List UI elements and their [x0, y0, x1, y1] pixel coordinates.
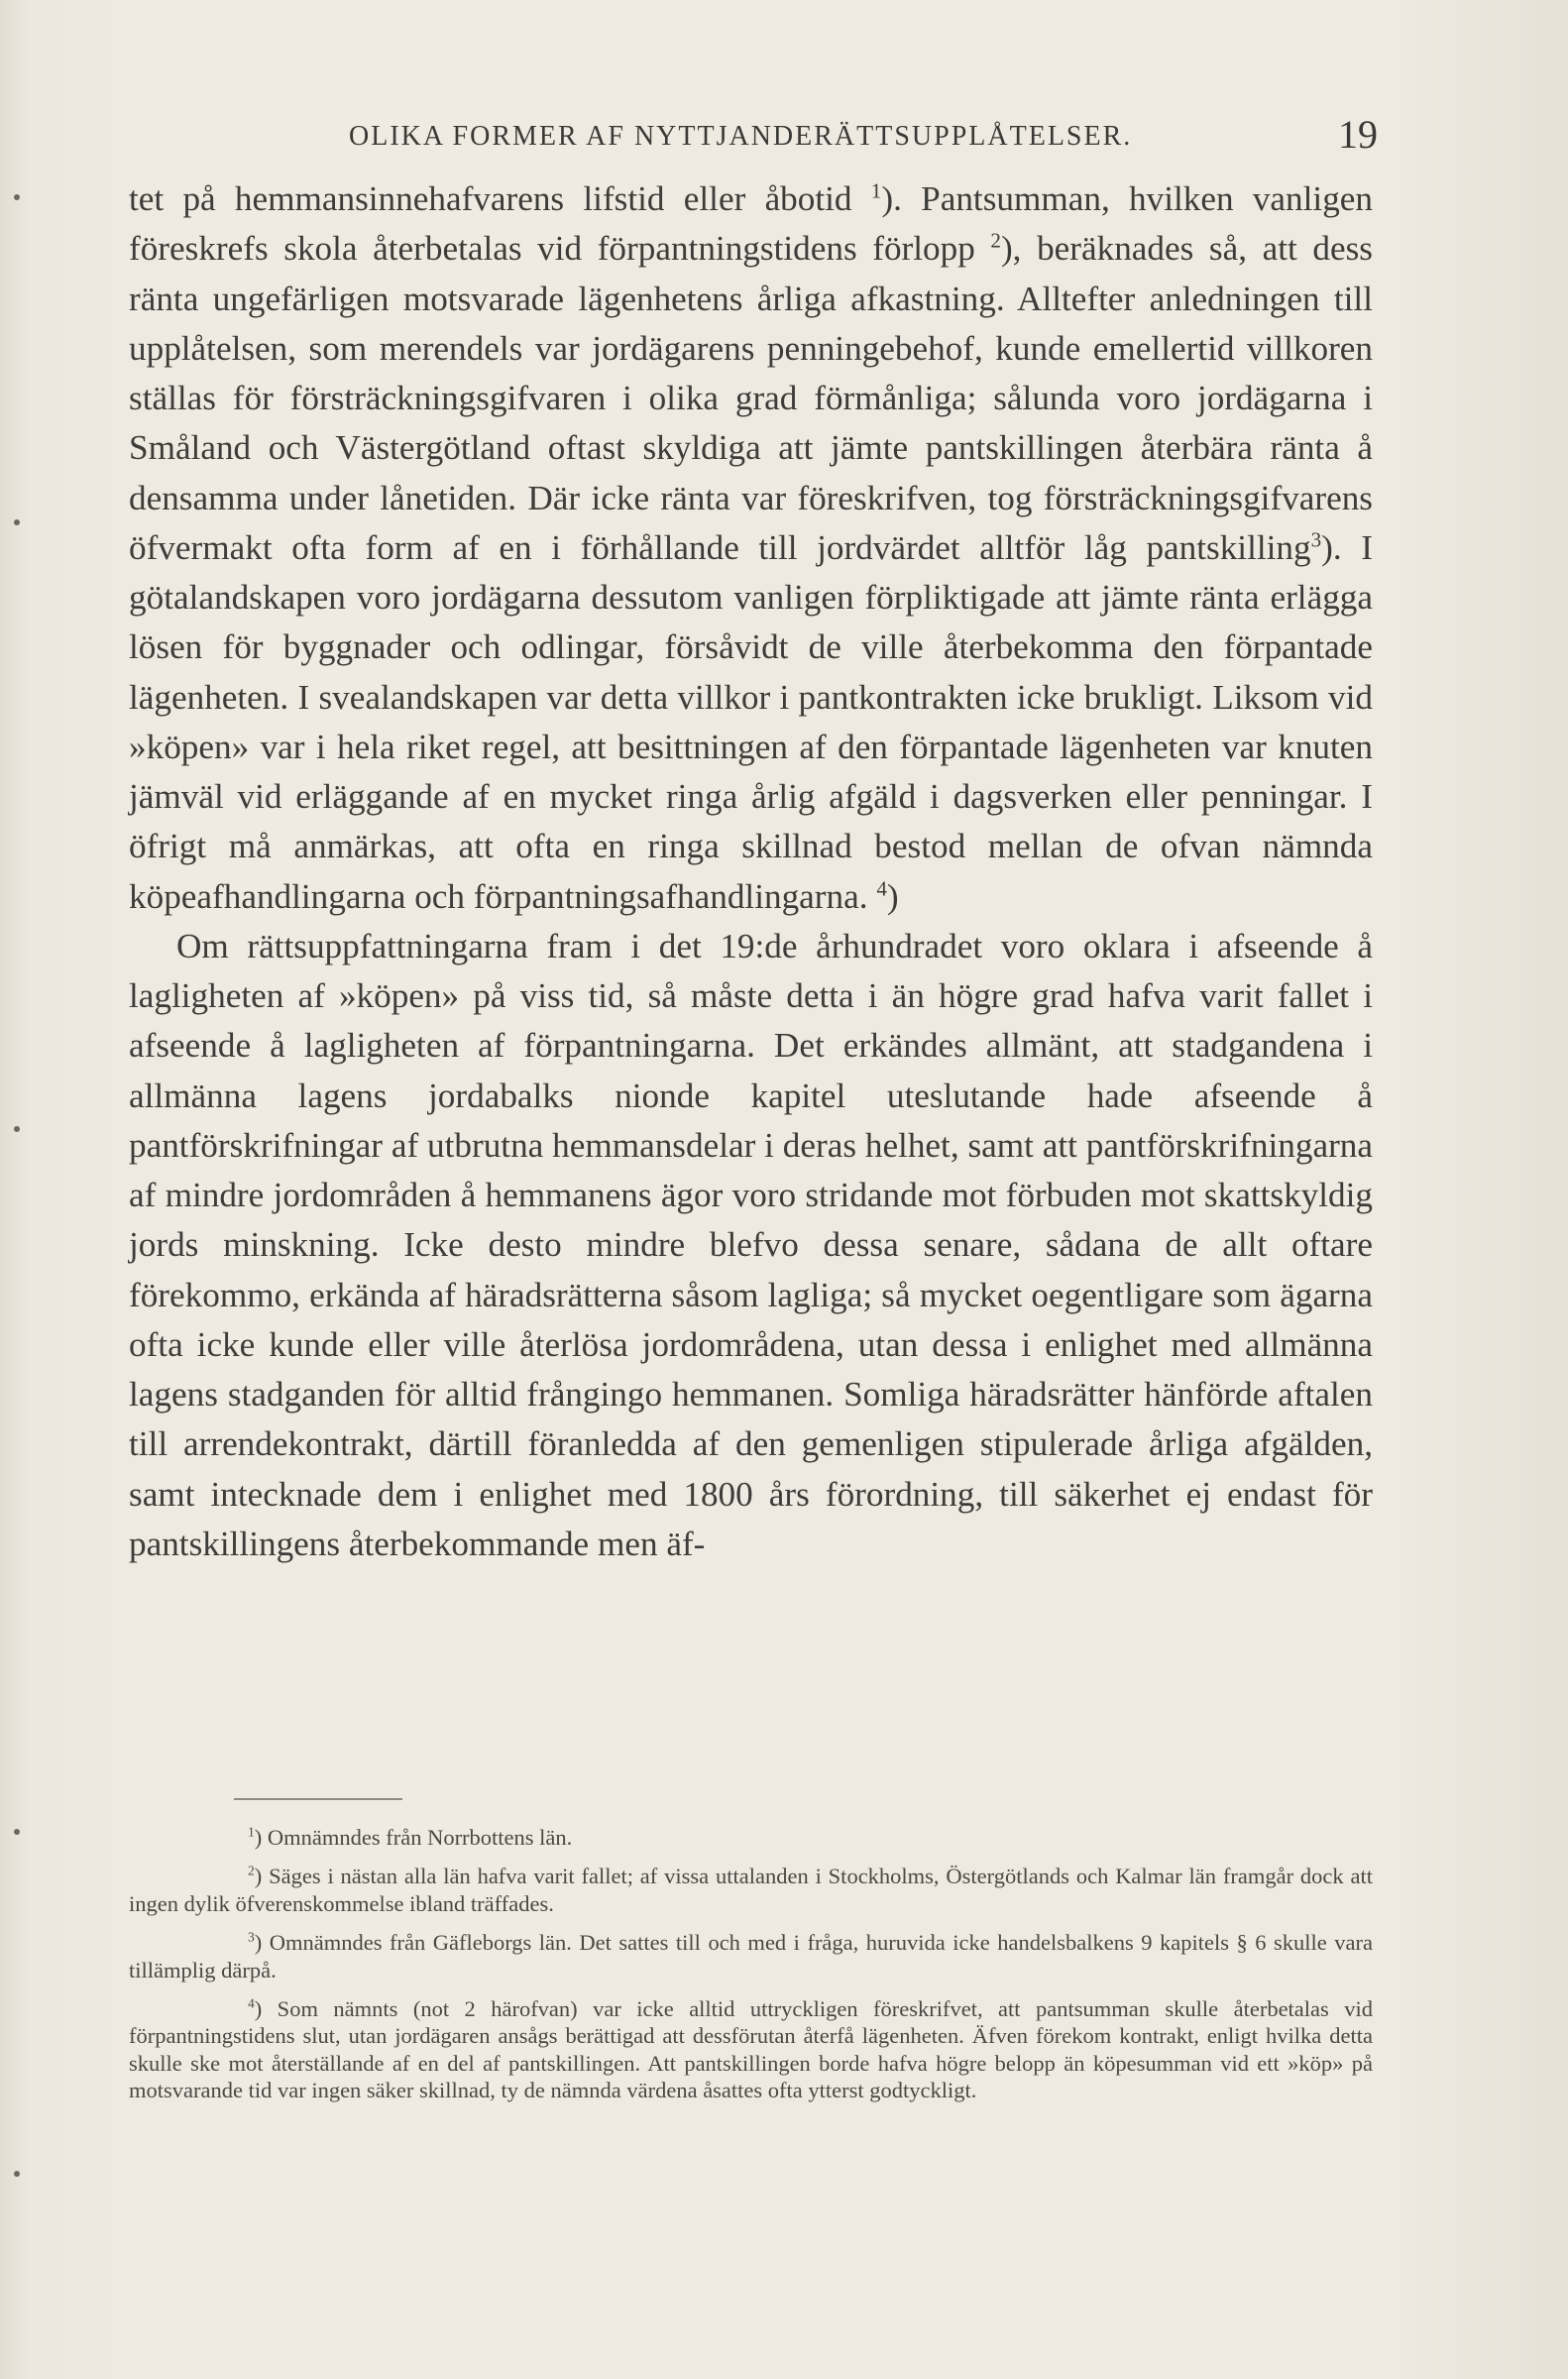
page-header: [349, 111, 1378, 161]
margin-speck: [14, 1829, 20, 1835]
running-title: OLIKA FORMER AF NYTTJANDERÄTTSUPPLÅTELSER.: [349, 121, 1133, 152]
footnote-ref: 2: [990, 228, 1001, 253]
footnote-text: ) Som nämnts (not 2 härofvan) var icke alltid uttryckligen föreskrifvet, att pantsumman skulle återbetalas vid förpantningstidens slut, utan jordägaren ansågs berättigad att dessförutan återfå lägenheten. Äfven förekom kontrakt, enligt hvilka detta skulle ske mot återställande af en del af pantskillingen. Att pantskillingen borde hafva högre belopp än köpesumman vid ett »köp» på motsvarande tid var ingen säker skillnad, ty de nämnda värdena åsattes ofta ytterst godtyckligt.: [129, 1996, 1373, 2103]
paragraph-2: Om rättsuppfattningarna fram i det 19:de århundradet voro oklara i afseende å lagligheten af »köpen» på viss tid, så måste detta i än högre grad hafva varit fallet i afseende å lagligheten af förpantningarna. Det erkändes allmänt, att stadgandena i allmänna lagens jordabalks nionde kapitel uteslutande hade afseende å pantförskrifningar af utbrutna hemmansdelar i deras helhet, samt att pantförskrifningarna af mindre jordområden å hemmanens ägor voro stridande mot förbuden mot skattskyldig jords minskning. Icke desto mindre blefvo dessa senare, sådana de allt oftare förekommo, erkända af häradsrätterna såsom lagliga; så mycket oegentligare som ägarna ofta icke kunde eller ville återlösa jordområdena, utan dessa i enlighet med allmänna lagens stadganden för alltid frångingo hemmanen. Somliga häradsrätter hänförde aftalen till arrendekontrakt, därtill föranledda af den gemenligen stipulerade årliga afgälden, samt intecknade dem i enlighet med 1800 års förordning, till säkerhet ej endast för pantskillingens återbekommande men äf-: [129, 926, 1373, 1563]
footnotes: [129, 1824, 1373, 2116]
margin-speck: [14, 194, 20, 200]
footnote-text: ) Omnämndes från Gäfleborgs län. Det sattes till och med i fråga, huruvida icke handelsbalkens 9 kapitels § 6 skulle vara tillämplig därpå.: [129, 1930, 1373, 1982]
footnote-rule: [234, 1798, 402, 1800]
paragraph-1-part: ), beräknades så, att dess ränta ungefärligen motsvarade lägenhetens årliga afkastning. Alltefter anledningen till upplåtelsen, som merendels var jordägarens penningebehof, kunde emellertid villkoren ställas för försträckningsgifvaren i olika grad förmånliga; sålunda voro jordägarna i Småland och Västergötland oftast skyldiga att jämte pantskillingen återbära ränta å densamma under lånetiden. Där icke ränta var föreskrifven, tog försträckningsgifvarens öfvermakt ofta form af en i förhållande till jordvärdet alltför låg pantskilling: [129, 229, 1373, 567]
footnote-text: ) Omnämndes från Norrbottens län.: [254, 1825, 573, 1850]
page-number: 19: [1338, 112, 1378, 157]
paragraph-1-part: ): [886, 876, 899, 916]
footnote-mark: 3: [248, 1929, 255, 1945]
paragraph-1-part: ). Pantsumman, hvilken vanligen föreskrefs skola återbetalas vid förpantningstidens förlopp: [129, 179, 1373, 269]
margin-speck: [14, 519, 20, 525]
body-text: [129, 174, 1373, 1569]
footnote-mark: 1: [248, 1824, 255, 1840]
margin-speck: [14, 2171, 20, 2177]
margin-speck: [14, 1126, 20, 1132]
paragraph-1-part: ). I götalandskapen voro jordägarna dessutom vanligen förpliktigade att jämte ränta erlägga lösen för byggnader och odlingar, försåvidt de ville återbekomma den förpantade lägenheten. I svealandskapen var detta villkor i pantkontrakten icke brukligt. Liksom vid »köpen» var i hela riket regel, att besittningen af den förpantade lägenheten var knuten jämväl vid erläggande af en mycket ringa årlig afgäld i dagsverken eller penningar. I öfrigt må anmärkas, att ofta en ringa skillnad bestod mellan de ofvan nämnda köpeafhandlingarna och förpantningsafhandlingarna.: [129, 527, 1373, 916]
footnote-ref: 3: [1310, 527, 1322, 552]
footnote: [129, 1995, 1373, 2104]
footnote: [129, 1863, 1373, 1917]
footnote: [129, 1929, 1373, 1983]
footnote-mark: 2: [248, 1863, 255, 1878]
paragraph-1: [129, 174, 1373, 922]
footnote: [129, 1824, 1373, 1851]
footnote-mark: 4: [248, 1995, 255, 2011]
footnote-ref: 1: [870, 178, 882, 203]
footnote-text: ) Säges i nästan alla län hafva varit fallet; af vissa uttalanden i Stockholms, Östergötlands och Kalmar län framgår dock att ingen dylik öfverenskommelse ibland träffades.: [129, 1864, 1373, 1916]
paragraph-1-part: tet på hemmansinnehafvarens lifstid eller åbotid: [129, 179, 871, 218]
footnote-ref: 4: [876, 875, 887, 900]
